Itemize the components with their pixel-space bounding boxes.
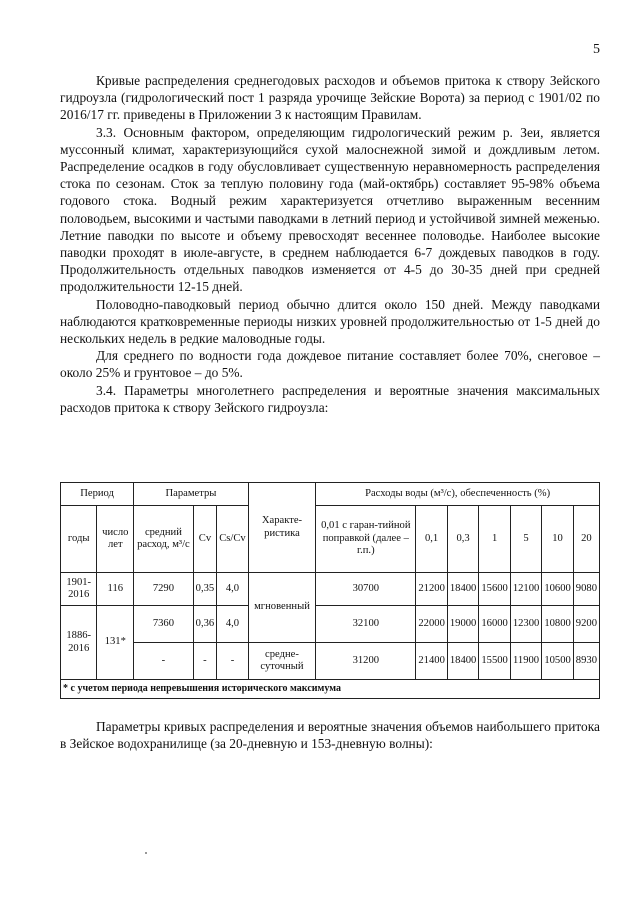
table-row [61,573,600,606]
cell-v20: 9080 [573,573,599,606]
paragraph: 3.3. Основным фактором, определяющим гидрологический режим р. Зеи, является муссонный климат, характеризующийся сухой малоснежной зимой и дождливым летом. Распределение осадков в году обусловливает существенную неравномерность распределения стока по сезонам. Сток за теплую половину года (май-октябрь) составляет 95-98% объема годового стока. Водный режим характеризуется отчетливо выраженным весенним половодьем, высокими и частыми паводками в летний период и устойчивой зимней меженью. Летние паводки по высоте и объему превосходят весеннее половодье. Наиболее высокие паводки проходят в июле-августе, в среднем наблюдается 6-7 дождевых паводков в году. Продолжительность отдельных паводков изменяется от 4-5 до 30-35 дней при средней продолжительности 12-15 дней. [60,124,600,295]
cell-v03: 19000 [447,606,478,643]
cell-v5: 12100 [510,573,541,606]
paragraph: Для среднего по водности года дождевое питание составляет более 70%, снеговое – около 25% и грунтовое – до 5%. [60,348,600,381]
scan-speck [145,852,147,854]
cell-v5: 12300 [510,606,541,643]
subheader-count: число лет [97,506,134,573]
cell-v001: 30700 [316,573,416,606]
subheader-p5: 5 [510,506,541,573]
flow-parameters-table [60,482,600,699]
cell-v1: 16000 [479,606,510,643]
cell-v10: 10800 [542,606,573,643]
cell-v03: 18400 [447,573,478,606]
cell-cscv: 4,0 [217,573,249,606]
cell-v5: 11900 [510,643,541,680]
body-text-bottom [60,718,600,752]
cell-count: 116 [97,573,134,606]
cell-cv: 0,36 [193,606,217,643]
cell-v1: 15600 [479,573,510,606]
cell-mean: - [134,643,193,680]
cell-years: 1886-2016 [61,606,97,680]
cell-v001: 31200 [316,643,416,680]
cell-years: 1901-2016 [61,573,97,606]
paragraph: Кривые распределения среднегодовых расходов и объемов притока к створу Зейского гидроузла (гидрологический пост 1 разряда урочище Зейские Ворота) за период с 1901/02 по 2016/17 гг. приведены в Приложении 3 к настоящим Правилам. [60,73,600,123]
cell-v001: 32100 [316,606,416,643]
page-number: 5 [593,42,600,57]
cell-cv: - [193,643,217,680]
header-flows: Расходы воды (м³/с), обеспеченность (%) [316,483,600,506]
cell-characteristic: мгновенный [248,573,316,643]
subheader-years: годы [61,506,97,573]
cell-v03: 18400 [447,643,478,680]
cell-mean: 7290 [134,573,193,606]
subheader-mean-flow: средний расход, м³/с [134,506,193,573]
cell-v01: 21400 [416,643,447,680]
cell-cscv: - [217,643,249,680]
cell-v1: 15500 [479,643,510,680]
subheader-cv: Cv [193,506,217,573]
cell-v20: 8930 [573,643,599,680]
subheader-p03: 0,3 [447,506,478,573]
cell-count: 131* [97,606,134,680]
paragraph: Половодно-паводковый период обычно длится около 150 дней. Между паводками наблюдаются кратковременные периоды низких уровней продолжительностью от 1-5 дней до нескольких недель в редкие маловодные годы. [60,296,600,347]
cell-v10: 10500 [542,643,573,680]
cell-characteristic: средне-суточный [248,643,316,680]
table-row [61,606,600,643]
cell-v10: 10600 [542,573,573,606]
subheader-p1: 1 [479,506,510,573]
paragraph: 3.4. Параметры многолетнего распределения и вероятные значения максимальных расходов притока к створу Зейского гидроузла: [60,382,600,415]
paragraph: Параметры кривых распределения и вероятные значения объемов наибольшего притока в Зейское водохранилище (за 20-дневную и 153-дневную волны): [60,719,600,752]
subheader-p20: 20 [573,506,599,573]
cell-v01: 22000 [416,606,447,643]
header-characteristic: Характе-ристика [248,483,316,573]
subheader-p01: 0,1 [416,506,447,573]
cell-v20: 9200 [573,606,599,643]
subheader-p001: 0,01 с гаран-тийной поправкой (далее – г.п.) [316,506,416,573]
cell-cv: 0,35 [193,573,217,606]
table-footnote-row [61,680,600,699]
header-period: Период [61,483,134,506]
table-header-row [61,483,600,506]
cell-cscv: 4,0 [217,606,249,643]
table-row [61,643,600,680]
table-footnote: * с учетом периода непревышения исторического максимума [61,680,600,699]
subheader-cs-cv: Cs/Cv [217,506,249,573]
header-params: Параметры [134,483,249,506]
cell-v01: 21200 [416,573,447,606]
cell-mean: 7360 [134,606,193,643]
subheader-p10: 10 [542,506,573,573]
table-subheader-row [61,506,600,573]
body-text-top [60,72,600,416]
